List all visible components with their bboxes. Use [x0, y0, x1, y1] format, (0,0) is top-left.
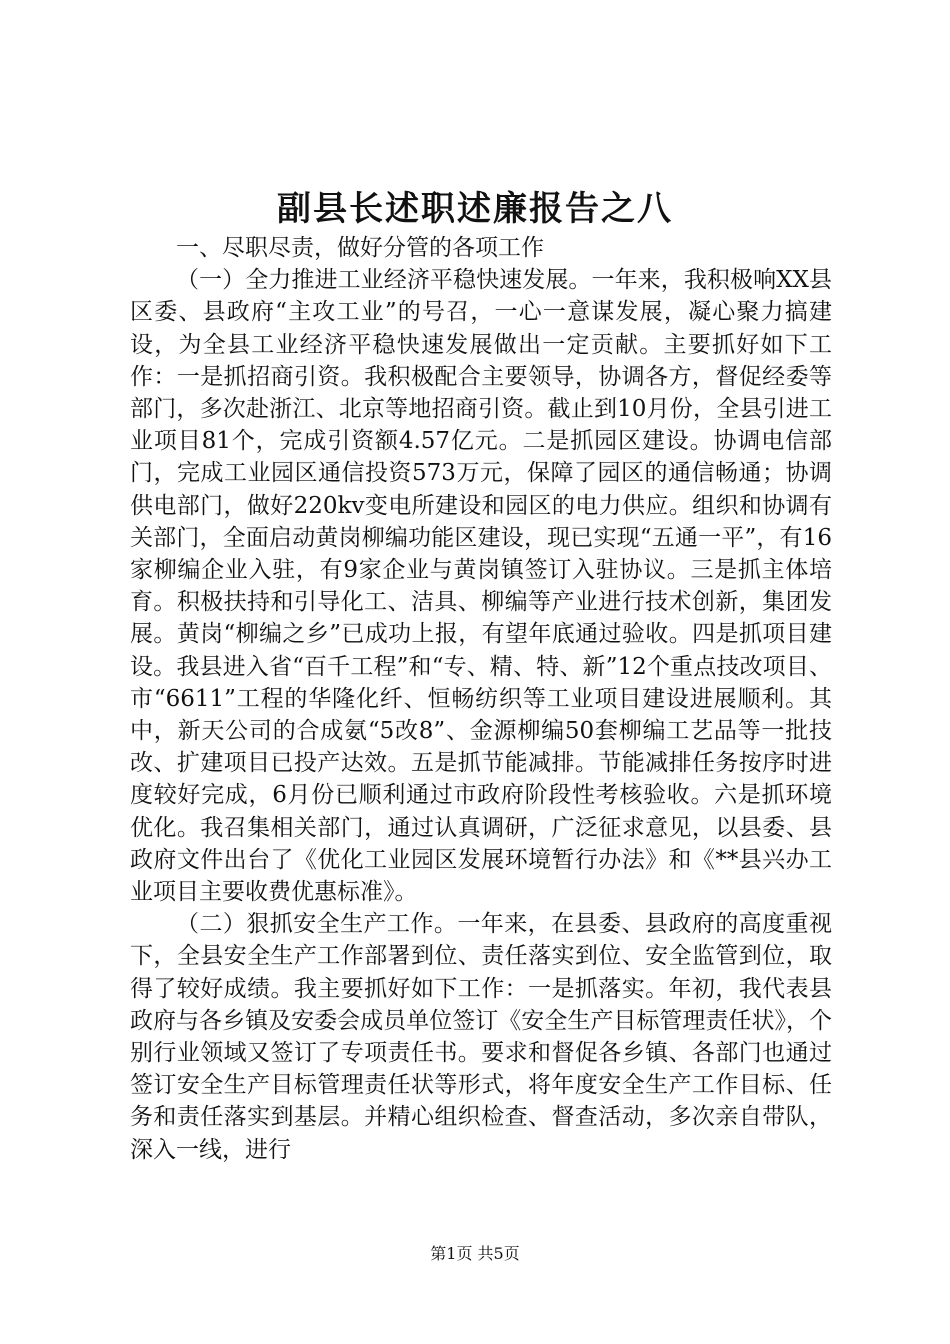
document-title: 副县长述职述廉报告之八 — [277, 189, 673, 229]
page-footer: 第1页 共5页 — [430, 1244, 520, 1263]
section-heading: 一、尽职尽责，做好分管的各项工作 — [176, 235, 544, 261]
body-paragraph: （一）全力推进工业经济平稳快速发展。一年来，我积极响XX县区委、县政府“主攻工业”的号召，一心一意谋发展，凝心聚力搞建设，为全县工业经济平稳快速发展做出一定贡献。主要抓好如下工作：一是抓招商引资。我积极配合主要领导，协调各方，督促经委等部门，多次赴浙江、北京等地招商引资。截止到10月份，全县引进工业项目81个，完成引资额4.57亿元。二是抓园区建设。协调电信部门，完成工业园区通信投资573万元，保障了园区的通信畅通；协调供电部门，做好220kv变电所建设和园区的电力供应。组织和协调有关部门，全面启动黄岗柳编功能区建设，现已实现“五通一平”，有16家柳编企业入驻，有9家企业与黄岗镇签订入驻协议。三是抓主体培育。积极扶持和引导化工、洁具、柳编等产业进行技术创新，集团发展。黄岗“柳编之乡”已成功上报，有望年底通过验收。四是抓项目建设。我县进入省“百千工程”和“专、精、特、新”12个重点技改项目、市“6611”工程的华隆化纤、恒畅纺织等工业项目建设进展顺利。其中，新天公司的合成氨“5改8”、金源柳编50套柳编工艺品等一批技改、扩建项目已投产达效。五是抓节能减排。节能减排任务按序时进度较好完成，6月份已顺利通过市政府阶段性考核验收。六是抓环境优化。我召集相关部门，通过认真调研，广泛征求意见，以县委、县政府文件出台了《优化工业园区发展环境暂行办法》和《**县兴办工业项目主要收费优惠标准》。 — [130, 267, 832, 906]
document-body — [130, 232, 832, 1166]
body-paragraph: （二）狠抓安全生产工作。一年来，在县委、县政府的高度重视下，全县安全生产工作部署到位、责任落实到位、安全监管到位，取得了较好成绩。我主要抓好如下工作：一是抓落实。年初，我代表县政府与各乡镇及安委会成员单位签订《安全生产目标管理责任状》，个别行业领域又签订了专项责任书。要求和督促各乡镇、各部门也通过签订安全生产目标管理责任状等形式，将年度安全生产工作目标、任务和责任落实到基层。并精心组织检查、督查活动，多次亲自带队，深入一线，进行 — [130, 911, 832, 1163]
